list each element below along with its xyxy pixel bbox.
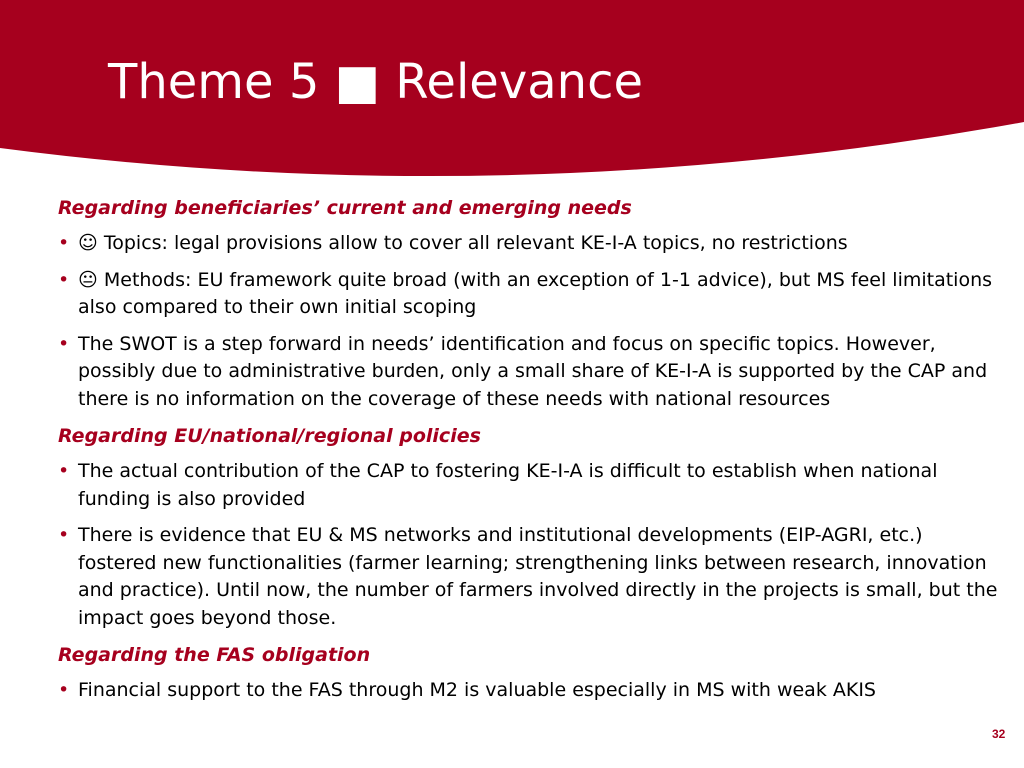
bullet-list	[58, 458, 998, 632]
bullet-text: Financial support to the FAS through M2 is valuable especially in MS with weak AKIS	[78, 679, 876, 701]
section-heading: Regarding beneficiaries’ current and emerging needs	[58, 197, 632, 219]
bullet-item	[58, 331, 998, 414]
bullet-dot-icon: •	[58, 232, 70, 254]
bullet-item	[58, 230, 998, 258]
bullet-text: There is evidence that EU & MS networks and institutional developments (EIP-AGRI, etc.) fostered new functionalities (farmer learning; strengthening links between research, innovation and practice). Until now, the number of farmers involved directly in the projects is small, but the impact goes beyond those.	[78, 524, 998, 629]
neutral-face-icon: 😐	[78, 268, 98, 291]
section-heading: Regarding EU/national/regional policies	[58, 425, 481, 447]
bullet-dot-icon: •	[58, 460, 70, 482]
bullet-dot-icon: •	[58, 332, 70, 355]
bullet-text: The actual contribution of the CAP to fostering KE-I-A is difficult to establish when national funding is also provided	[78, 460, 938, 510]
smiley-face-icon: ☺	[78, 232, 98, 254]
bullet-dot-icon: •	[58, 679, 70, 701]
bullet-text: Methods: EU framework quite broad (with an exception of 1-1 advice), but MS feel limitations also compared to their own initial scoping	[78, 268, 993, 318]
page-number: 32	[992, 727, 1006, 741]
bullet-list	[58, 677, 998, 705]
bullet-item	[58, 458, 998, 513]
slide-title: Theme 5 ■ Relevance	[108, 54, 643, 110]
section-beneficiaries-needs	[58, 194, 998, 413]
section-fas-obligation	[58, 641, 998, 705]
bullet-dot-icon: •	[58, 268, 70, 291]
bullet-item	[58, 267, 998, 322]
bullet-text: Topics: legal provisions allow to cover all relevant KE-I-A topics, no restrictions	[103, 232, 848, 254]
bullet-text: The SWOT is a step forward in needs’ identification and focus on specific topics. However, possibly due to administrative burden, only a small share of KE-I-A is supported by the CAP and there is no information on the coverage of these needs with national resources	[78, 332, 988, 410]
bullet-dot-icon: •	[58, 524, 70, 546]
section-policies	[58, 422, 998, 632]
bullet-item	[58, 522, 998, 632]
slide-content	[58, 194, 998, 714]
bullet-item	[58, 677, 998, 705]
section-heading: Regarding the FAS obligation	[58, 644, 371, 666]
bullet-list	[58, 230, 998, 413]
